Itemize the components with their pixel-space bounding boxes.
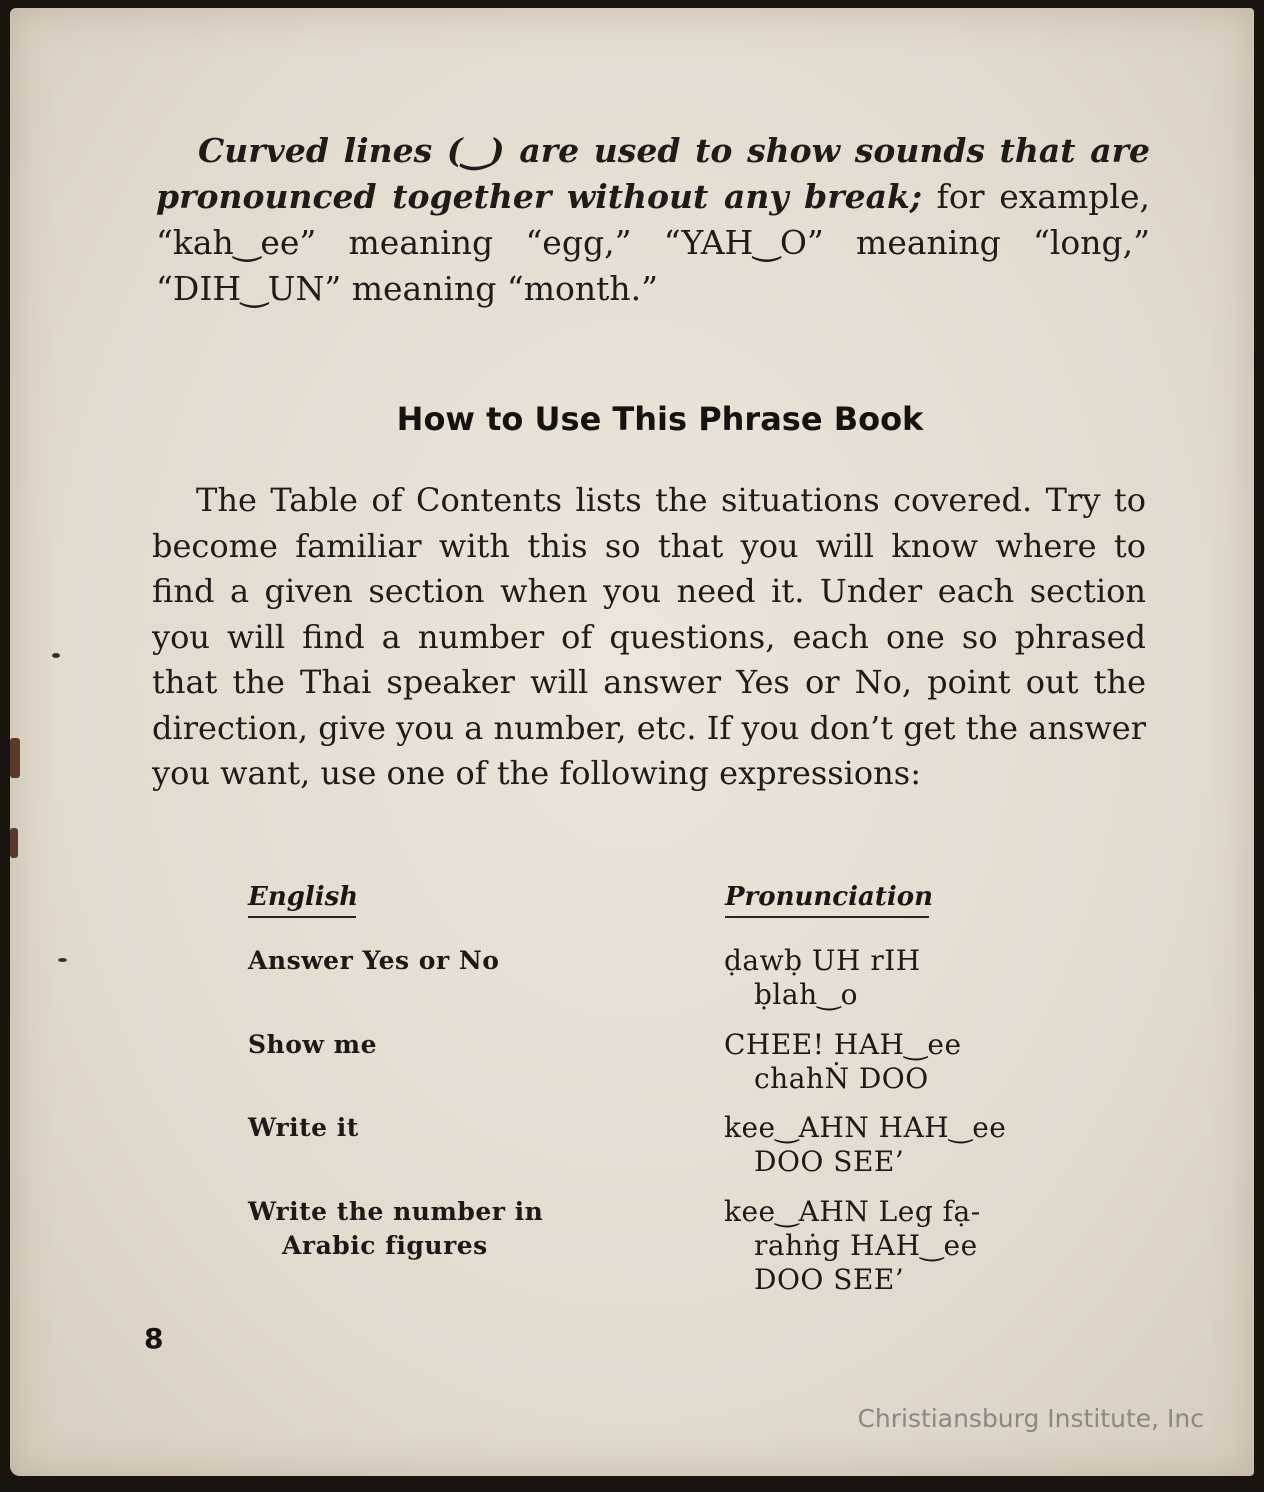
english-phrase-write-it xyxy=(248,1111,648,1145)
pronunciation-line: ḍawḅ UH rIH xyxy=(724,944,921,977)
paper-speck xyxy=(10,738,20,778)
english-phrase-line: Write it xyxy=(248,1113,359,1142)
english-phrase-answer-yes-or-no xyxy=(248,944,648,978)
book-page xyxy=(10,8,1254,1476)
intro-italic-text: Curved lines (‿) are used to show sounds that are pronounced together without any break; xyxy=(156,131,1150,216)
english-phrase-line: Show me xyxy=(248,1030,377,1059)
pronunciation-line: chahṄ DOO xyxy=(754,1062,929,1095)
pronunciation-column-header: Pronunciation xyxy=(725,882,929,918)
paper-speck xyxy=(58,958,67,962)
pronunciation-line: ḅlah‿o xyxy=(754,978,858,1011)
paper-speck xyxy=(10,828,18,858)
pronunciation-line: DOO SEE’ xyxy=(754,1145,905,1178)
pronunciation-write-number xyxy=(724,1195,1144,1297)
paper-speck xyxy=(52,653,60,658)
english-phrase-write-number xyxy=(248,1195,648,1263)
intro-plain-text: for example, “kah‿ee” meaning “egg,” “YAH‿O” meaning “long,” “DIH‿UN” meaning “month.” xyxy=(156,177,1150,308)
section-heading: How to Use This Phrase Book xyxy=(396,400,924,438)
english-phrase-line: Answer Yes or No xyxy=(248,946,500,975)
pronunciation-line: DOO SEE’ xyxy=(754,1263,905,1296)
pronunciation-write-it xyxy=(724,1111,1144,1179)
pronunciation-line: kee‿AHN HAH‿ee xyxy=(724,1111,1007,1144)
english-phrase-show-me xyxy=(248,1028,648,1062)
pronunciation-line: CHEE! HAH‿ee xyxy=(724,1028,962,1061)
pronunciation-line: kee‿AHN Leg fạ- xyxy=(724,1195,981,1228)
watermark-text: Christiansburg Institute, Inc xyxy=(857,1404,1204,1433)
pronunciation-show-me xyxy=(724,1028,1144,1096)
english-column-header: English xyxy=(248,882,356,918)
english-phrase-line: Arabic figures xyxy=(282,1231,488,1260)
english-phrase-line: Write the number in xyxy=(248,1197,544,1226)
pronunciation-answer-yes-or-no xyxy=(724,944,1144,1012)
pronunciation-line: rahṅg HAH‿ee xyxy=(754,1229,978,1262)
page-number: 8 xyxy=(144,1322,164,1355)
instructions-paragraph: The Table of Contents lists the situations covered. Try to become familiar with this so that you will know where to find a given section when you need it. Under each section you will find a number of questions, each one so phrased that the Thai speaker will answer Yes or No, point out the direction, give you a number, etc. If you don’t get the answer you want, use one of the following expressions: xyxy=(152,481,1146,792)
intro-paragraph xyxy=(156,128,1150,312)
